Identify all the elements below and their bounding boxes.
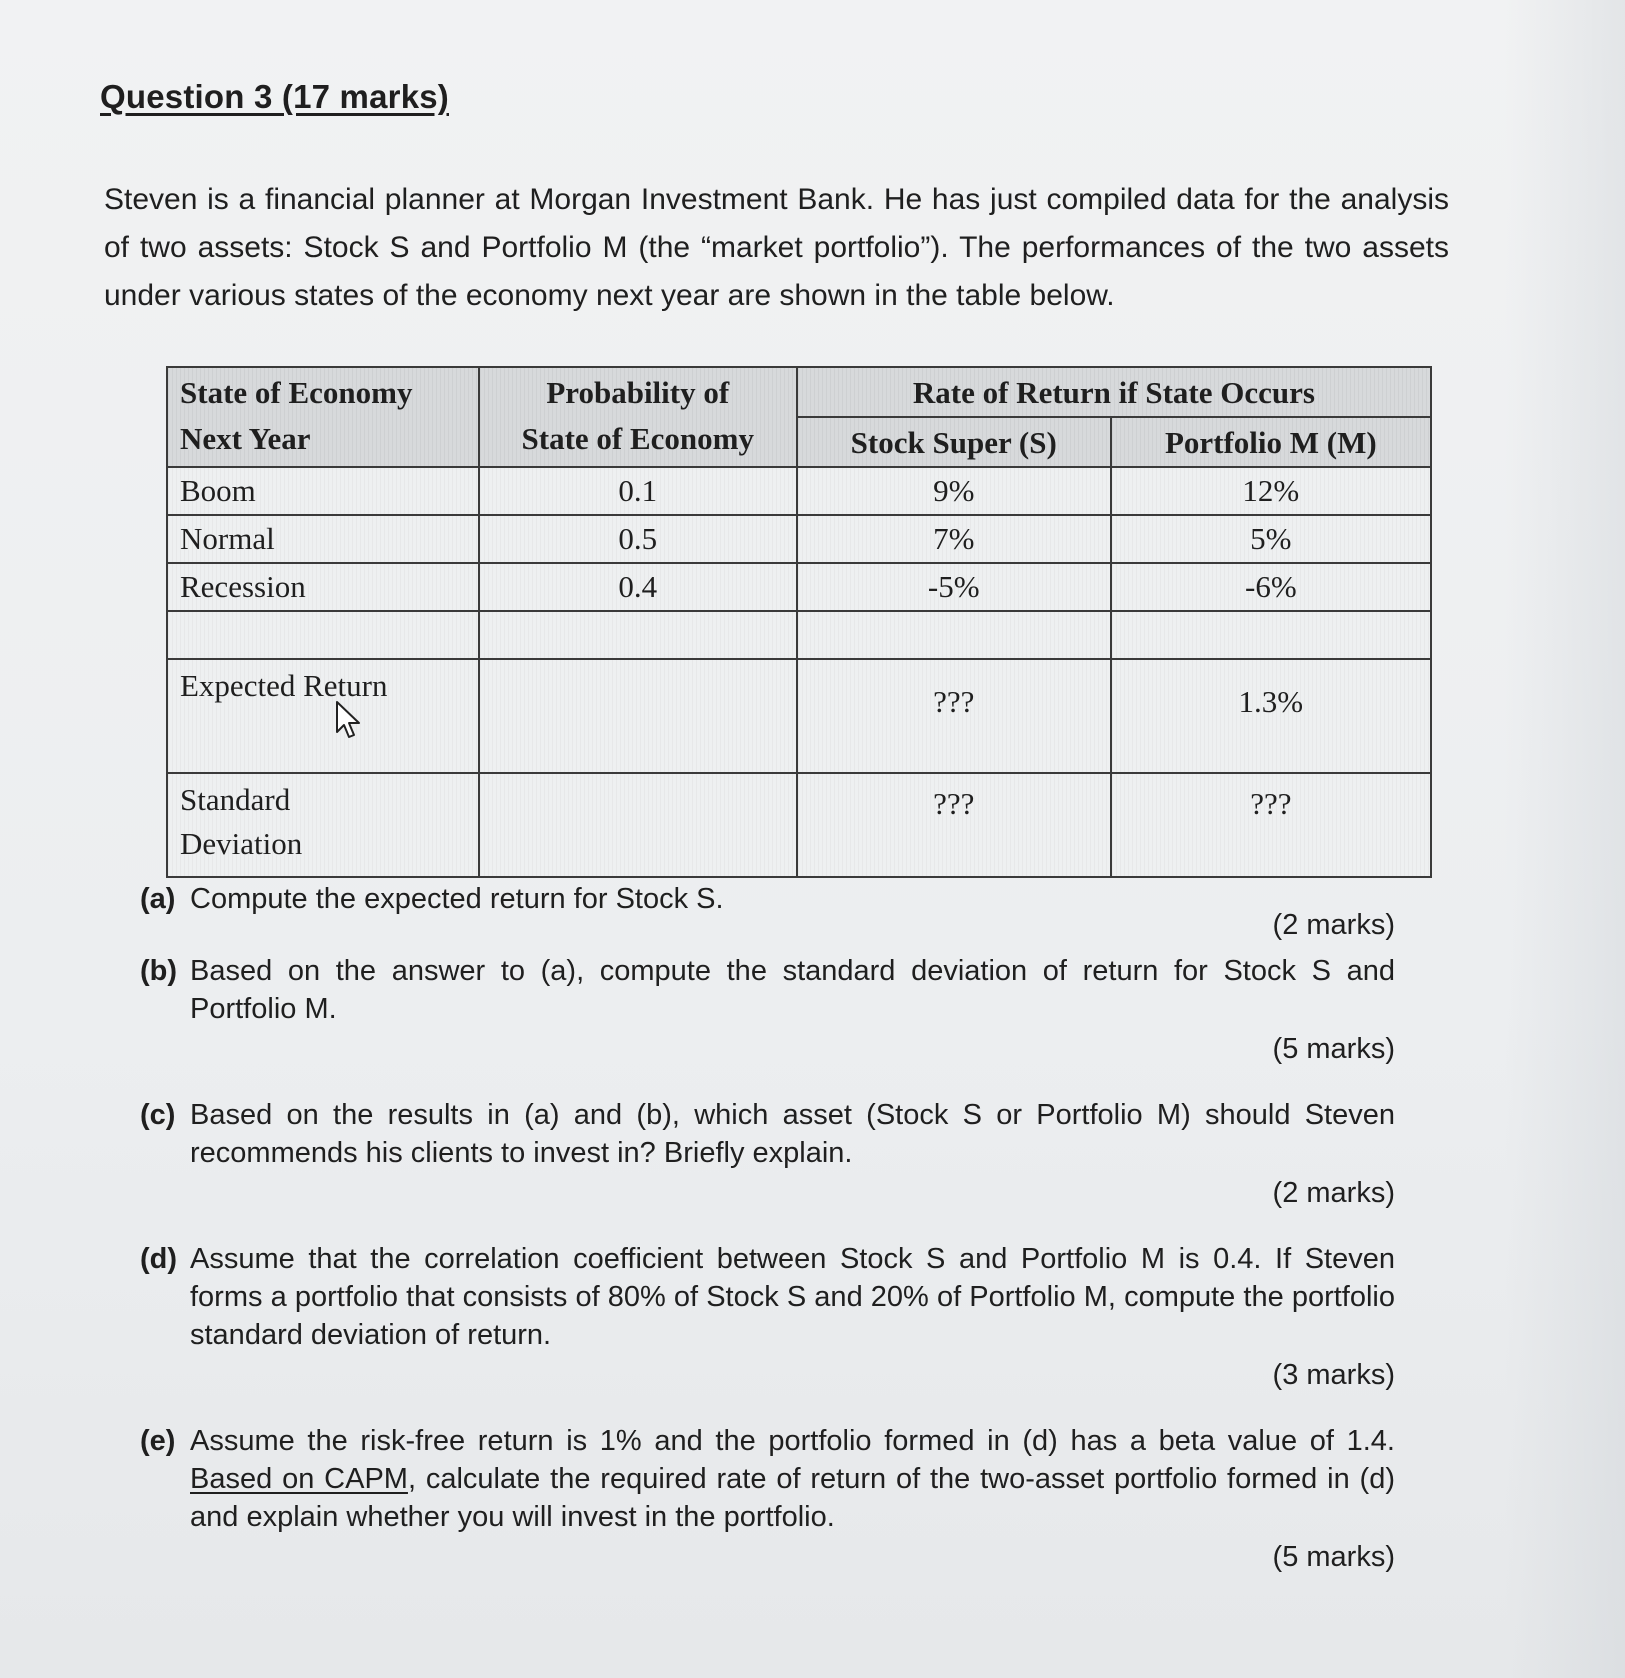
empty-cell (167, 611, 479, 659)
mouse-cursor-icon (334, 700, 364, 742)
part-b-text: Based on the answer to (a), compute the standard deviation of return for Stock S and Portfolio M. (190, 955, 1395, 1025)
empty-cell (797, 611, 1111, 659)
part-e-text (190, 1422, 1395, 1536)
intro-paragraph: Steven is a financial planner at Morgan Investment Bank. He has just compiled data for the analysis of two assets: Stock S and Portfolio M (the “market portfolio”). The performances of the two assets under various states of the economy next year are shown in the table below. (104, 183, 1449, 312)
cell-portfolio: 5% (1111, 515, 1431, 563)
header-state-line1: State of Economy (180, 375, 413, 410)
expected-return-portfolio: 1.3% (1111, 659, 1431, 773)
table-row (167, 563, 1431, 611)
header-portfolio: Portfolio M (M) (1111, 417, 1431, 467)
cell-portfolio: -6% (1111, 563, 1431, 611)
std-dev-label (167, 773, 479, 877)
part-b-marks: (5 marks) (1272, 1033, 1395, 1065)
header-state-of-economy (167, 367, 479, 467)
part-d-marks: (3 marks) (1272, 1359, 1395, 1391)
std-dev-row (167, 773, 1431, 877)
part-d-letter: (d) (140, 1243, 178, 1275)
empty-cell (479, 659, 797, 773)
sub-questions (140, 880, 1395, 1576)
part-d (140, 1240, 1395, 1394)
empty-cell (1111, 611, 1431, 659)
part-a (140, 880, 1395, 941)
cell-prob: 0.1 (479, 467, 797, 515)
question-title: Question 3 (17 marks) (100, 78, 449, 115)
cell-portfolio: 12% (1111, 467, 1431, 515)
part-b-letter: (b) (140, 955, 178, 987)
std-dev-stock: ??? (797, 773, 1111, 877)
part-c (140, 1096, 1395, 1212)
part-e-text-capm: Based on CAPM (190, 1463, 408, 1495)
table-row (167, 515, 1431, 563)
expected-return-label: Expected Return (167, 659, 479, 773)
part-e-marks: (5 marks) (1272, 1541, 1395, 1573)
part-c-letter: (c) (140, 1099, 176, 1131)
part-d-text: Assume that the correlation coefficient between Stock S and Portfolio M is 0.4. If Steven forms a portfolio that consists of 80% of Stock S and 20% of Portfolio M, compute the portfolio standard deviation of return. (190, 1243, 1395, 1351)
header-prob-line2: State of Economy (521, 421, 754, 456)
header-probability (479, 367, 797, 467)
part-a-text: Compute the expected return for Stock S. (190, 883, 724, 915)
part-e-letter: (e) (140, 1425, 176, 1457)
header-state-line2: Next Year (180, 421, 311, 456)
std-dev-portfolio: ??? (1111, 773, 1431, 877)
part-e (140, 1422, 1395, 1576)
table-row-empty (167, 611, 1431, 659)
cell-stock: 7% (797, 515, 1111, 563)
cell-stock: 9% (797, 467, 1111, 515)
part-e-text-before: Assume the risk-free return is 1% and the portfolio formed in (d) has a beta value of 1.4. (190, 1425, 1395, 1457)
cell-prob: 0.5 (479, 515, 797, 563)
table-header-row-1 (167, 367, 1431, 417)
cell-prob: 0.4 (479, 563, 797, 611)
empty-cell (479, 773, 797, 877)
part-c-marks: (2 marks) (1272, 1177, 1395, 1209)
std-dev-label-line2: Deviation (180, 826, 303, 861)
header-rate-of-return-group: Rate of Return if State Occurs (797, 367, 1431, 417)
part-a-letter: (a) (140, 883, 176, 915)
cell-state: Normal (167, 515, 479, 563)
part-e-text-after: , calculate the required rate of return of the two-asset portfolio formed in (d) and explain whether you will invest in the portfolio. (190, 1463, 1395, 1533)
returns-table (166, 366, 1432, 878)
cell-state: Recession (167, 563, 479, 611)
part-a-marks: (2 marks) (1272, 909, 1395, 941)
std-dev-label-line1: Standard (180, 782, 291, 817)
expected-return-stock: ??? (797, 659, 1111, 773)
cell-stock: -5% (797, 563, 1111, 611)
part-c-text: Based on the results in (a) and (b), which asset (Stock S or Portfolio M) should Steven recommends his clients to invest in? Briefly explain. (190, 1099, 1395, 1169)
empty-cell (479, 611, 797, 659)
header-stock: Stock Super (S) (797, 417, 1111, 467)
header-prob-line1: Probability of (546, 375, 730, 410)
table-row (167, 467, 1431, 515)
part-b (140, 952, 1395, 1068)
cell-state: Boom (167, 467, 479, 515)
